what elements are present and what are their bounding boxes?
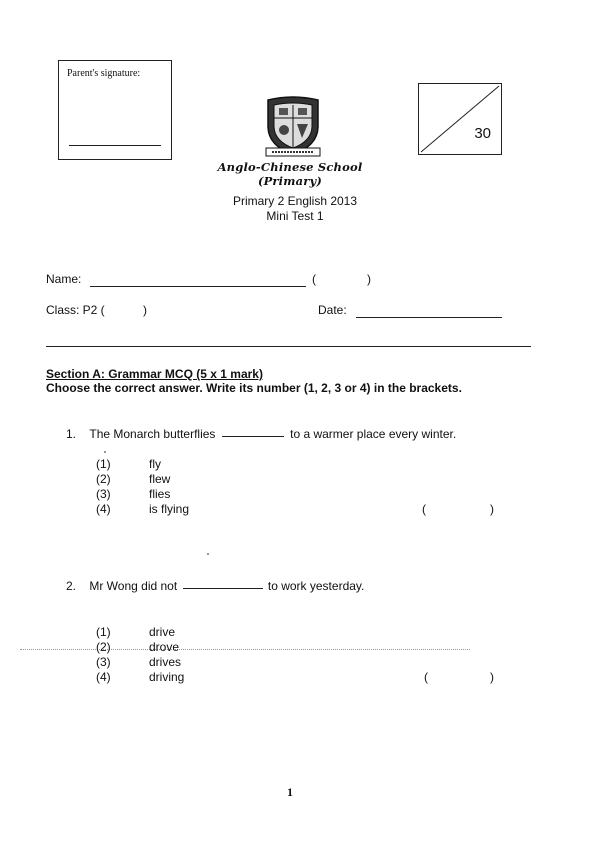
answer-bracket-close: ) bbox=[490, 670, 494, 684]
signature-label: Parent's signature: bbox=[67, 68, 141, 79]
option-text: drives bbox=[149, 655, 182, 669]
answer-bracket-open[interactable]: ( bbox=[422, 502, 426, 516]
option-number: (1) bbox=[96, 457, 111, 471]
test-title: Primary 2 English 2013 bbox=[232, 194, 358, 208]
date-field[interactable] bbox=[356, 317, 502, 318]
question-number: 2. bbox=[66, 579, 77, 593]
divider bbox=[46, 346, 531, 347]
test-title-block bbox=[150, 194, 440, 224]
option-text: driving bbox=[149, 670, 185, 684]
option-text: fly bbox=[149, 457, 161, 471]
section-heading: Section A: Grammar MCQ (5 x 1 mark) bbox=[46, 367, 263, 381]
school-name: Anglo-Chinese School (Primary) bbox=[217, 160, 363, 188]
score-box bbox=[418, 83, 502, 155]
question-number: 1. bbox=[66, 427, 77, 441]
signature-line bbox=[69, 145, 161, 146]
option-number: (2) bbox=[96, 472, 111, 486]
option-number: (3) bbox=[96, 655, 111, 669]
question-text-before: Mr Wong did not bbox=[89, 579, 178, 593]
option-text: drive bbox=[149, 625, 176, 639]
class-label: Class: P2 ( bbox=[46, 303, 105, 317]
option-number: (4) bbox=[96, 670, 111, 684]
option-number: (3) bbox=[96, 487, 111, 501]
question-text-after: to work yesterday. bbox=[267, 579, 365, 593]
answer-blank bbox=[183, 588, 263, 589]
answer-bracket-open[interactable]: ( bbox=[424, 670, 428, 684]
question-text-before: The Monarch butterflies bbox=[89, 427, 216, 441]
class-paren-close: ) bbox=[143, 303, 147, 317]
answer-blank bbox=[222, 436, 284, 437]
scan-dotted-line bbox=[20, 649, 470, 650]
option-text: flew bbox=[149, 472, 171, 486]
date-label: Date: bbox=[318, 303, 347, 317]
option-text: is flying bbox=[149, 502, 190, 516]
total-score: 30 bbox=[474, 125, 491, 142]
question-1 bbox=[66, 427, 456, 441]
scan-speck bbox=[207, 553, 209, 555]
option-text: drove bbox=[149, 640, 180, 654]
parent-signature-box bbox=[58, 60, 172, 160]
name-index-open: ( bbox=[312, 272, 316, 286]
scan-speck bbox=[104, 451, 106, 453]
option-number: (4) bbox=[96, 502, 111, 516]
name-field[interactable] bbox=[90, 286, 306, 287]
option-number: (1) bbox=[96, 625, 111, 639]
test-subtitle: Mini Test 1 bbox=[266, 209, 324, 223]
answer-bracket-close: ) bbox=[490, 502, 494, 516]
name-index-close: ) bbox=[367, 272, 371, 286]
page-number: 1 bbox=[287, 785, 293, 799]
score-diagonal bbox=[419, 84, 501, 154]
option-text: flies bbox=[149, 487, 171, 501]
school-crest-icon bbox=[262, 96, 324, 158]
section-instruction: Choose the correct answer. Write its number (1, 2, 3 or 4) in the brackets. bbox=[46, 381, 462, 395]
question-2 bbox=[66, 579, 364, 593]
question-text-after: to a warmer place every winter. bbox=[290, 427, 457, 441]
name-label: Name: bbox=[46, 272, 82, 286]
option-number: (2) bbox=[96, 640, 111, 654]
